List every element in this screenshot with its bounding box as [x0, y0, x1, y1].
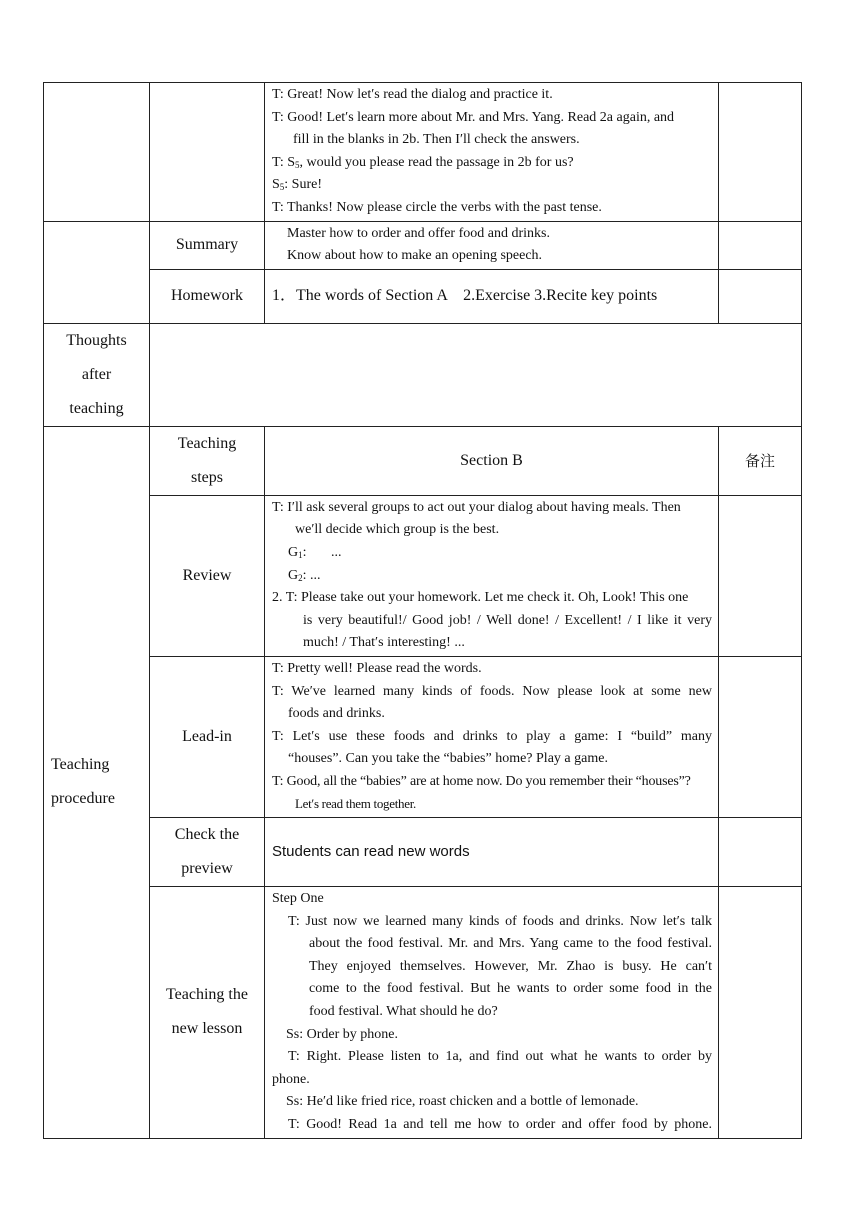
dialog-row	[44, 83, 802, 222]
text-line: Let′s read them together.	[295, 796, 416, 812]
text-line: Step One	[272, 891, 324, 907]
empty-cell	[44, 83, 150, 222]
empty-cell	[150, 83, 265, 222]
empty-cell	[719, 221, 802, 269]
text-line	[272, 174, 712, 197]
text-line	[272, 152, 712, 175]
subscript: 2	[298, 572, 303, 583]
empty-cell	[719, 269, 802, 323]
note-header: 备注	[719, 426, 802, 495]
text-fragment: : ...	[302, 544, 342, 560]
newlesson-label	[150, 887, 265, 1139]
text-line: teaching	[69, 399, 124, 417]
check-label	[150, 818, 265, 887]
text-line: we′ll decide which group is the best.	[295, 522, 500, 538]
text-line: T: Good! Let′s learn more about Mr. and Mrs. Yang. Read 2a again, and	[272, 109, 675, 125]
text-line: T: Just now we learned many kinds of foods and drinks. Now let′s talk	[288, 913, 712, 929]
summary-label: Summary	[150, 221, 265, 269]
text-line: Thoughts	[66, 331, 127, 349]
homework-content: 1．The words of Section A 2.Exercise 3.Recite key points	[265, 269, 719, 323]
text-line: Know about how to make an opening speech.	[287, 248, 543, 264]
text-fragment: , would you please read the passage in 2b for us?	[299, 154, 574, 170]
text-fragment: : ...	[302, 567, 321, 583]
text-line: T: Let′s use these foods and drinks to play a game: I “build” many	[272, 728, 712, 744]
text-fragment: G	[288, 567, 299, 583]
text-line: T: Great! Now let′s read the dialog and practice it.	[272, 87, 553, 102]
text-line: new lesson	[171, 1020, 243, 1038]
dialog-content	[265, 83, 719, 222]
text-line	[272, 565, 712, 588]
summary-row	[44, 221, 802, 269]
thoughts-row	[44, 323, 802, 426]
text-line: T: Good! Read 1a and tell me how to order and offer food by phone.	[288, 1117, 712, 1132]
steps-label	[150, 426, 265, 495]
leadin-label: Lead-in	[150, 656, 265, 817]
text-line: food festival. What should he do?	[309, 1004, 498, 1020]
empty-cell	[719, 818, 802, 887]
text-line: about the food festival. Mr. and Mrs. Yang came to the food festival.	[309, 936, 712, 952]
text-line: T: We′ve learned many kinds of foods. Now please look at some new	[272, 683, 712, 699]
text-line: is very beautiful!/ Good job! / Well done! / Excellent! / I like it very	[303, 612, 712, 628]
thoughts-label	[44, 323, 150, 426]
text-line: Ss: Order by phone.	[286, 1026, 398, 1042]
text-line: steps	[191, 468, 223, 486]
subscript: 5	[279, 182, 285, 193]
text-fragment: G	[288, 544, 299, 560]
empty-cell	[44, 221, 150, 323]
text-line: T: Right. Please listen to 1a, and find out what he wants to order by	[288, 1049, 712, 1065]
text-line: fill in the blanks in 2b. Then I′ll check the answers.	[293, 132, 580, 148]
homework-row	[44, 269, 802, 323]
text-line: Ss: He′d like fried rice, roast chicken and a bottle of lemonade.	[286, 1094, 639, 1110]
review-label: Review	[150, 495, 265, 656]
text-line: T: I′ll ask several groups to act out your dialog about having meals. Then	[272, 499, 681, 515]
text-line: after	[81, 365, 112, 383]
section-title: Section B	[265, 426, 719, 495]
text-line: They enjoyed themselves. However, Mr. Zhao is busy. He can′t	[309, 958, 712, 974]
text-line: Check the	[174, 826, 240, 844]
text-fragment: S	[272, 177, 280, 193]
empty-cell	[719, 495, 802, 656]
text-line: “houses”. Can you take the “babies” home? Play a game.	[288, 751, 608, 767]
text-line: T: Pretty well! Please read the words.	[272, 660, 482, 676]
text-line: Master how to order and offer food and drinks.	[287, 225, 550, 241]
text-fragment: : Sure!	[284, 177, 323, 193]
text-line: T: Good, all the “babies” are at home now. Do you remember their “houses”?	[272, 773, 691, 789]
sectionb-header-row	[44, 426, 802, 495]
lesson-plan-table	[43, 82, 802, 1139]
text-line: preview	[181, 860, 233, 878]
review-row	[44, 495, 802, 656]
thoughts-content	[150, 323, 802, 426]
text-line: Teaching	[177, 434, 237, 452]
leadin-row	[44, 656, 802, 817]
text-line: foods and drinks.	[288, 706, 385, 722]
text-line: procedure	[51, 790, 115, 808]
lesson-plan-document	[43, 82, 801, 1139]
text-line: T: Thanks! Now please circle the verbs with the past tense.	[272, 199, 602, 215]
empty-cell	[719, 887, 802, 1139]
text-line: much! / That′s interesting! ...	[303, 635, 465, 651]
text-line	[272, 542, 712, 565]
review-content	[265, 495, 719, 656]
text-line: Teaching	[51, 756, 110, 774]
text-fragment: T: S	[272, 154, 296, 170]
empty-cell	[719, 83, 802, 222]
newlesson-content	[265, 887, 719, 1139]
check-content: Students can read new words	[265, 818, 719, 887]
text-line: phone.	[272, 1071, 310, 1087]
leadin-content	[265, 656, 719, 817]
text-line: Teaching the	[166, 986, 248, 1004]
text-line: come to the food festival. But he wants to order some food in the	[309, 981, 712, 997]
subscript: 5	[295, 159, 300, 170]
procedure-label	[44, 426, 150, 1138]
text-line: 2. T: Please take out your homework. Let me check it. Oh, Look! This one	[272, 590, 689, 606]
homework-label: Homework	[150, 269, 265, 323]
empty-cell	[719, 656, 802, 817]
summary-content	[265, 221, 719, 269]
subscript: 1	[298, 549, 303, 560]
check-row	[44, 818, 802, 887]
newlesson-row	[44, 887, 802, 1139]
